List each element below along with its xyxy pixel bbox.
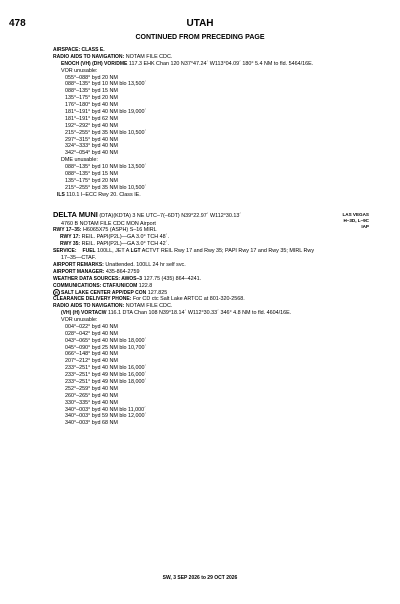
unusable-item: 340°–003° byd 68 NM [65,420,118,427]
unusable-item: 207°–212° byd 40 NM [65,358,118,365]
communications-line: COMMUNICATIONS: CTAF/UNICOM 122.8 [53,282,153,289]
runway-17-35-line: RWY 17–35: H6065X75 (ASPH) S–16 MIRL [53,227,157,234]
unusable-item: 135°–175° byd 20 NM [65,177,118,184]
lighting-continuation: 17–35—CTAF. [61,254,96,261]
chart-ref-iap: IAP [361,224,369,229]
footer-effective-dates: SW, 3 SEP 2026 to 29 OCT 2026 [162,575,238,581]
dme-unusable-list [53,164,365,192]
radio-aids-line-2: RADIO AIDS TO NAVIGATION: NOTAM FILE CDC. [53,303,173,310]
service-line: SERVICE: FUEL 100LL, JET A LGT ACTVT REIL Rwy 17 and Rwy 35; PAPI Rwy 17 and Rwy 35; MIRL Rwy [53,248,315,255]
unusable-item: 233°–251° byd 49 NM blo 16,000´ [65,372,147,379]
center-line: R SALT LAKE CENTER APP/DEP CON 127.825 [53,289,365,296]
unusable-item: 088°–135° byd 15 NM [65,171,118,178]
vor-unusable-list [53,75,365,158]
unusable-item: 045°–090° byd 25 NM blo 10,700´ [65,344,147,351]
unusable-item: 324°–333° byd 40 NM [65,143,118,150]
unusable-item: 233°–251° byd 40 NM blo 16,000´ [65,365,147,372]
airport-name: DELTA MUNI [53,210,98,219]
unusable-item: 088°–135° byd 10 NM blo 13,500´ [65,164,147,171]
unusable-item: 330°–335° byd 40 NM [65,399,118,406]
unusable-item: 340°–003° byd 59 NM blo 12,000´ [65,413,147,420]
delta-vortac-line: (VH) (H) VORTACW 116.1 DTA Chan 108 N39°18.14´ W112°30.33´ 346° 4.8 NM to fld. 4604/16E. [61,310,292,317]
unusable-item: 028°–042° byd 40 NM [65,330,118,337]
radio-aids-line: RADIO AIDS TO NAVIGATION: NOTAM FILE CDC. [53,53,173,60]
ils-line: ILS 110.1 I–ECC Rwy 20. Class IE. [57,191,141,198]
unusable-item: 181°–191° byd 40 NM blo 19,000´ [65,109,147,116]
unusable-item: 340°–003° byd 40 NM blo 11,000´ [65,406,146,413]
enoch-vor-line: ENOCH (VH) (DH) VOR/DME 117.3 EHK Chan 120 N37°47.24´ W113°04.09´ 180° 5.4 NM to fld. 5464/16E. [61,60,314,67]
unusable-item: 055°–088° byd 20 NM [65,74,118,81]
unusable-item: 135°–175° byd 20 NM [65,95,118,102]
continued-banner: CONTINUED FROM PRECEDING PAGE [135,34,265,41]
airport-manager-line: AIRPORT MANAGER: 435-864-2759 [53,268,140,275]
unusable-item: 004°–022° byd 40 NM [65,323,118,330]
unusable-item: 297°–315° byd 40 NM [65,136,118,143]
unusable-item: 088°–135° byd 15 NM [65,88,118,95]
unusable-item: 342°–054° byd 40 NM [65,150,118,157]
unusable-item: 176°–180° byd 40 NM [65,102,118,109]
vor-unusable-list-2 [53,324,365,427]
airport-identifiers: (DTA)(KDTA) 3 NE UTC–7(–6DT) N39°22.97´ W112°30.13´ [97,213,242,219]
vor-unusable-label: VOR unusable: [61,67,98,74]
airport-header [53,212,365,221]
airport-remarks-line: AIRPORT REMARKS: Unattended. 100LL 24 hr self svc. [53,261,186,268]
unusable-item: 215°–255° byd 35 NM blo 10,500´ [65,129,147,136]
delta-muni-entry [53,212,365,427]
unusable-item: 252°–259° byd 40 NM [65,385,118,392]
weather-data-line: WEATHER DATA SOURCES: AWOS–3 127.75 (435) 864–4241. [53,275,202,282]
unusable-item: 043°–065° byd 40 NM blo 18,000´ [65,337,147,344]
airspace-line: AIRSPACE: CLASS E. [53,47,105,53]
vor-unusable-label-2: VOR unusable: [61,316,98,323]
continued-entry [53,47,365,199]
dme-unusable-label: DME unusable: [61,157,98,164]
airport-elevation-line: 4760 B NOTAM FILE CDC MON Airport [61,220,156,227]
chart-ref-las-vegas: LAS VEGAS [342,212,369,217]
unusable-item: 260°–265° byd 40 NM [65,392,118,399]
state-title: UTAH [186,18,214,29]
chart-ref-enroute: H–3D, L–9C [343,218,369,223]
runway-35-line: RWY 35: REIL. PAPI(P2L)—GA 3.0° TCH 42´. [60,241,169,248]
unusable-item: 181°–191° byd 62 NM [65,115,118,122]
runway-17-line: RWY 17: REIL. PAPI(P2L)—GA 3.0° TCH 48´. [60,234,169,241]
unusable-item: 233°–251° byd 49 NM blo 18,000´ [65,378,147,385]
unusable-item: 088°–135° byd 10 NM blo 13,500´ [65,81,147,88]
page-number: 478 [9,18,26,29]
clearance-line: CLEARANCE DELIVERY PHONE: For CD ctc Salt Lake ARTCC at 801-320-2568. [53,296,245,303]
unusable-item: 066°–148° byd 40 NM [65,351,118,358]
radar-circle-icon: R [53,289,60,296]
unusable-item: 215°–255° byd 35 NM blo 10,500´ [65,184,147,191]
unusable-item: 192°–292° byd 40 NM [65,122,118,129]
